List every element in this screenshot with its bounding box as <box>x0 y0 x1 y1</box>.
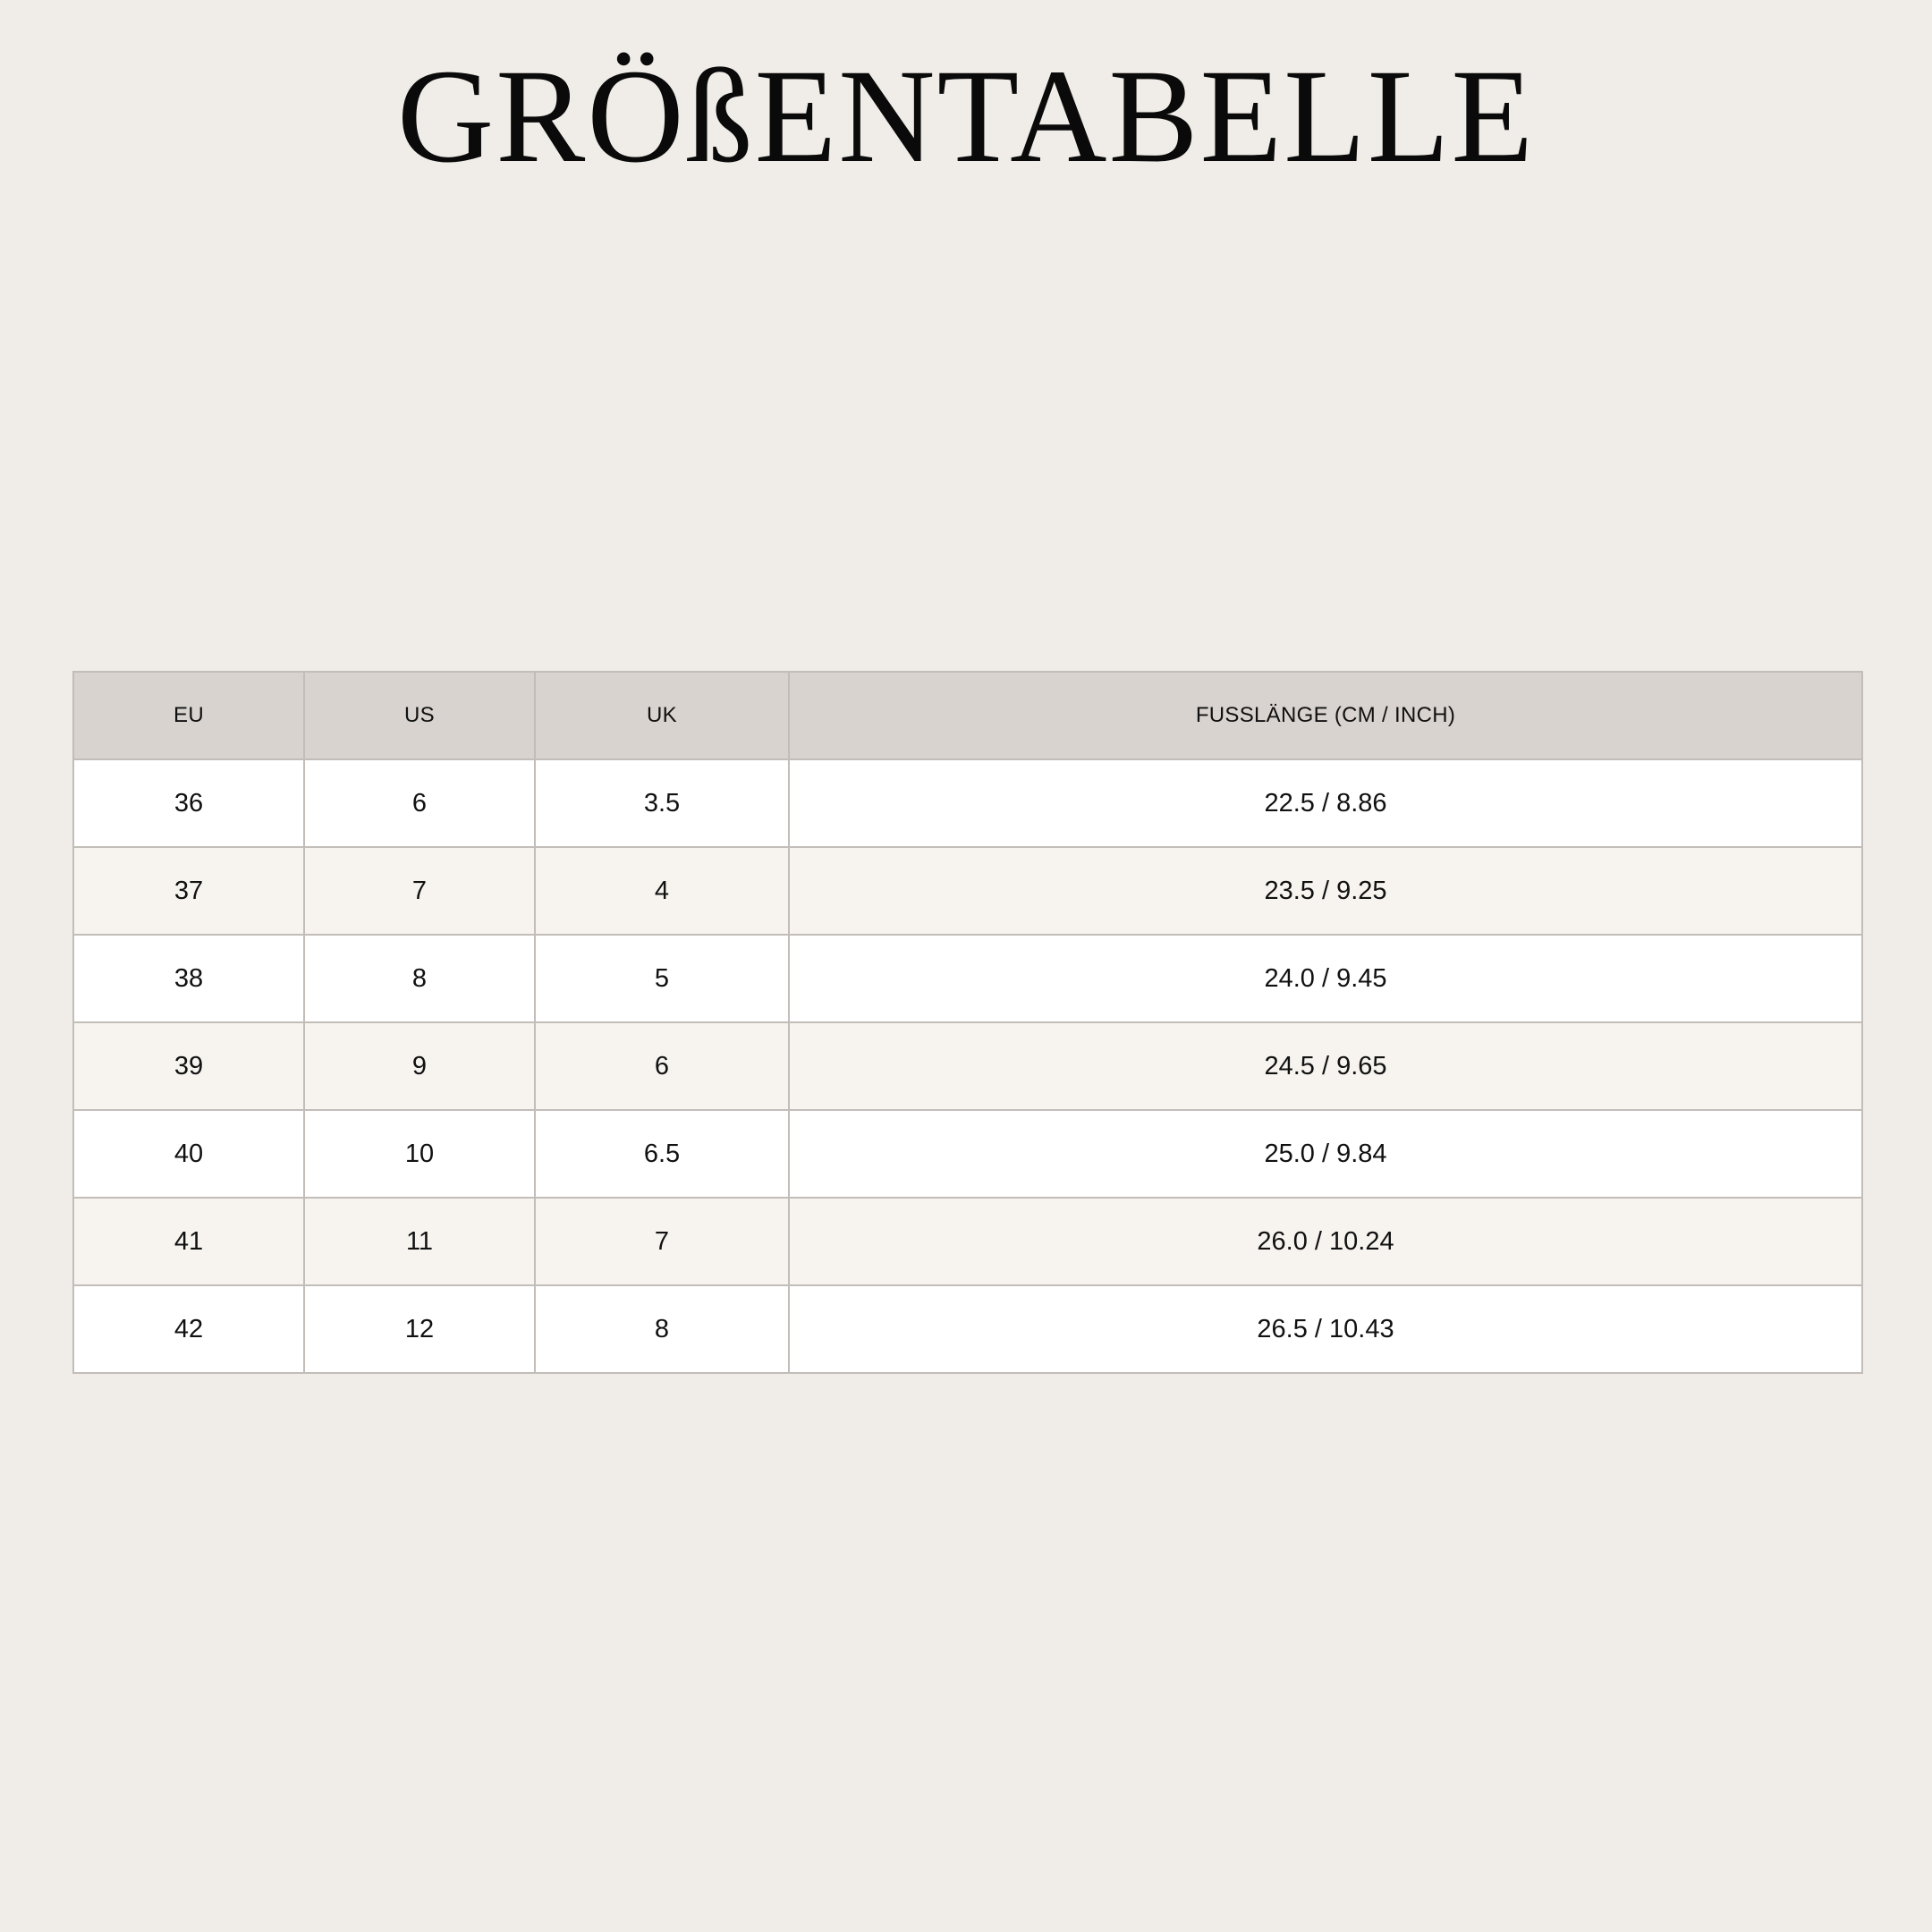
size-table <box>72 671 1863 1374</box>
cell-eu: 37 <box>73 847 304 935</box>
cell-eu: 40 <box>73 1110 304 1198</box>
cell-eu: 41 <box>73 1198 304 1285</box>
cell-us: 10 <box>304 1110 535 1198</box>
cell-foot-length: 25.0 / 9.84 <box>789 1110 1862 1198</box>
cell-foot-length: 22.5 / 8.86 <box>789 759 1862 847</box>
cell-us: 9 <box>304 1022 535 1110</box>
cell-uk: 6 <box>535 1022 789 1110</box>
cell-uk: 7 <box>535 1198 789 1285</box>
table-row <box>73 1110 1862 1198</box>
page-title: GRÖßENTABELLE <box>396 42 1536 191</box>
table-row <box>73 759 1862 847</box>
cell-eu: 38 <box>73 935 304 1022</box>
cell-foot-length: 24.0 / 9.45 <box>789 935 1862 1022</box>
table-row <box>73 1022 1862 1110</box>
cell-uk: 5 <box>535 935 789 1022</box>
table-row <box>73 847 1862 935</box>
cell-eu: 42 <box>73 1285 304 1373</box>
table-row <box>73 935 1862 1022</box>
table-row <box>73 1285 1862 1373</box>
cell-uk: 3.5 <box>535 759 789 847</box>
cell-uk: 4 <box>535 847 789 935</box>
cell-foot-length: 26.5 / 10.43 <box>789 1285 1862 1373</box>
cell-us: 8 <box>304 935 535 1022</box>
cell-foot-length: 24.5 / 9.65 <box>789 1022 1862 1110</box>
cell-us: 12 <box>304 1285 535 1373</box>
header-uk: UK <box>535 672 789 759</box>
cell-us: 11 <box>304 1198 535 1285</box>
table-row <box>73 1198 1862 1285</box>
table-header-row <box>73 672 1862 759</box>
header-foot-length: FUSSLÄNGE (CM / INCH) <box>789 672 1862 759</box>
cell-eu: 36 <box>73 759 304 847</box>
cell-eu: 39 <box>73 1022 304 1110</box>
header-us: US <box>304 672 535 759</box>
cell-us: 7 <box>304 847 535 935</box>
header-eu: EU <box>73 672 304 759</box>
cell-uk: 8 <box>535 1285 789 1373</box>
cell-us: 6 <box>304 759 535 847</box>
size-chart <box>72 671 1861 1374</box>
cell-uk: 6.5 <box>535 1110 789 1198</box>
cell-foot-length: 23.5 / 9.25 <box>789 847 1862 935</box>
cell-foot-length: 26.0 / 10.24 <box>789 1198 1862 1285</box>
